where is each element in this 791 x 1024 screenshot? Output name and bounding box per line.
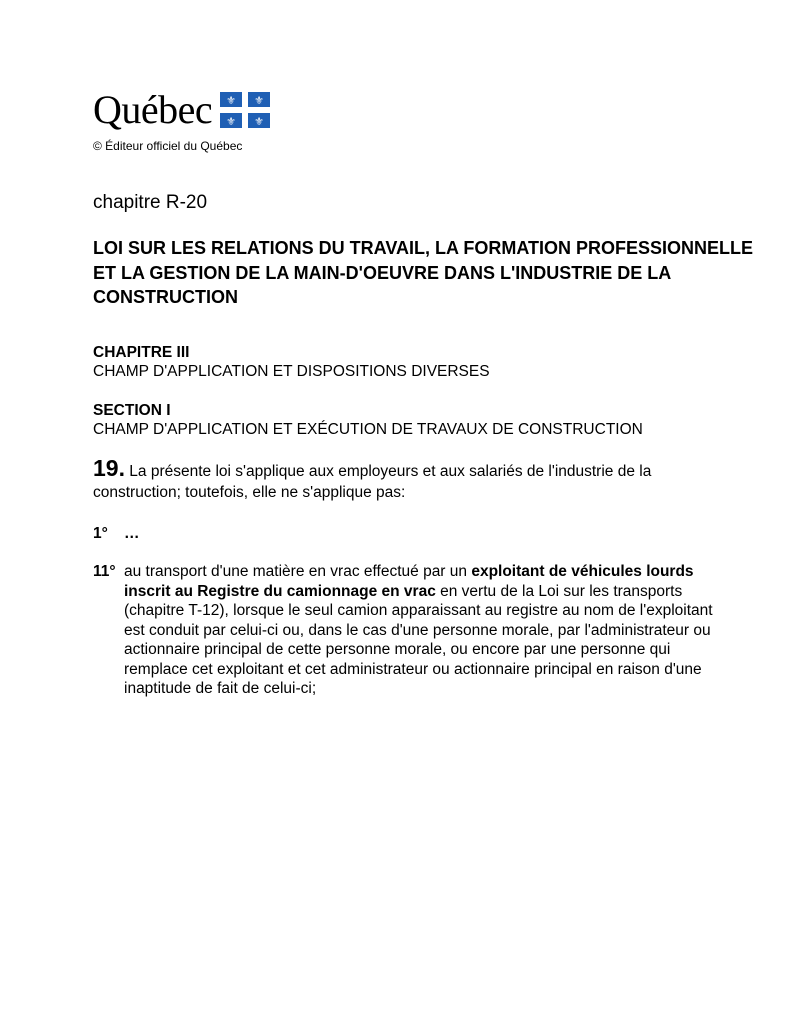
article-text: La présente loi s'applique aux employeurs et aux salariés de l'industrie de la construction; toutefois, elle ne s'applique pas:: [93, 463, 652, 501]
svg-text:⚜: ⚜: [254, 115, 265, 128]
paragraph-ellipsis: …: [124, 525, 140, 542]
section-heading: [93, 401, 753, 439]
paragraph-text-after: en vertu de la Loi sur les transports (chapitre T-12), lorsque le seul camion apparaissant au registre au nom de l'exploitant est conduit par celui-ci ou, dans le cas d'une personne morale, par l'administrateur ou actionnaire principal de cette personne morale, ou encore par une personne qui remplace cet exploitant et cet administrateur ou actionnaire principal en raison d'une inaptitude de fait de celui-ci;: [124, 582, 713, 697]
quebec-flag-icon: [220, 92, 270, 128]
paragraph-text: [124, 562, 713, 699]
chapter-label: CHAPITRE III: [93, 344, 190, 361]
paragraph-number: 1°: [93, 525, 108, 542]
paragraph-11: [93, 562, 713, 699]
logo-wordmark: Québec: [93, 87, 213, 132]
law-title: LOI SUR LES RELATIONS DU TRAVAIL, LA FORMATION PROFESSIONNELLE ET LA GESTION DE LA MAIN-D'OEUVRE DANS L'INDUSTRIE DE LA CONSTRUCTION: [93, 238, 753, 307]
paragraph-bold-term: exploitant de véhicules lourds inscrit au Registre du camionnage en vrac: [124, 563, 694, 600]
paragraph-number: 11°: [93, 563, 116, 580]
svg-text:⚜: ⚜: [226, 115, 237, 128]
svg-text:⚜: ⚜: [226, 94, 237, 107]
paragraph-text-before: au transport d'une matière en vrac effectué par un: [124, 563, 472, 580]
chapter-heading: [93, 343, 753, 381]
quebec-logo: [93, 88, 270, 132]
paragraph-1: [93, 524, 713, 544]
copyright-notice: © Éditeur officiel du Québec: [93, 139, 243, 153]
chapter-name: CHAMP D'APPLICATION ET DISPOSITIONS DIVERSES: [93, 363, 490, 380]
svg-text:⚜: ⚜: [254, 94, 265, 107]
article-number: 19.: [93, 455, 125, 481]
article-19: [93, 455, 723, 503]
section-name: CHAMP D'APPLICATION ET EXÉCUTION DE TRAVAUX DE CONSTRUCTION: [93, 421, 643, 438]
section-label: SECTION I: [93, 402, 171, 419]
chapter-reference: chapitre R-20: [93, 192, 208, 213]
